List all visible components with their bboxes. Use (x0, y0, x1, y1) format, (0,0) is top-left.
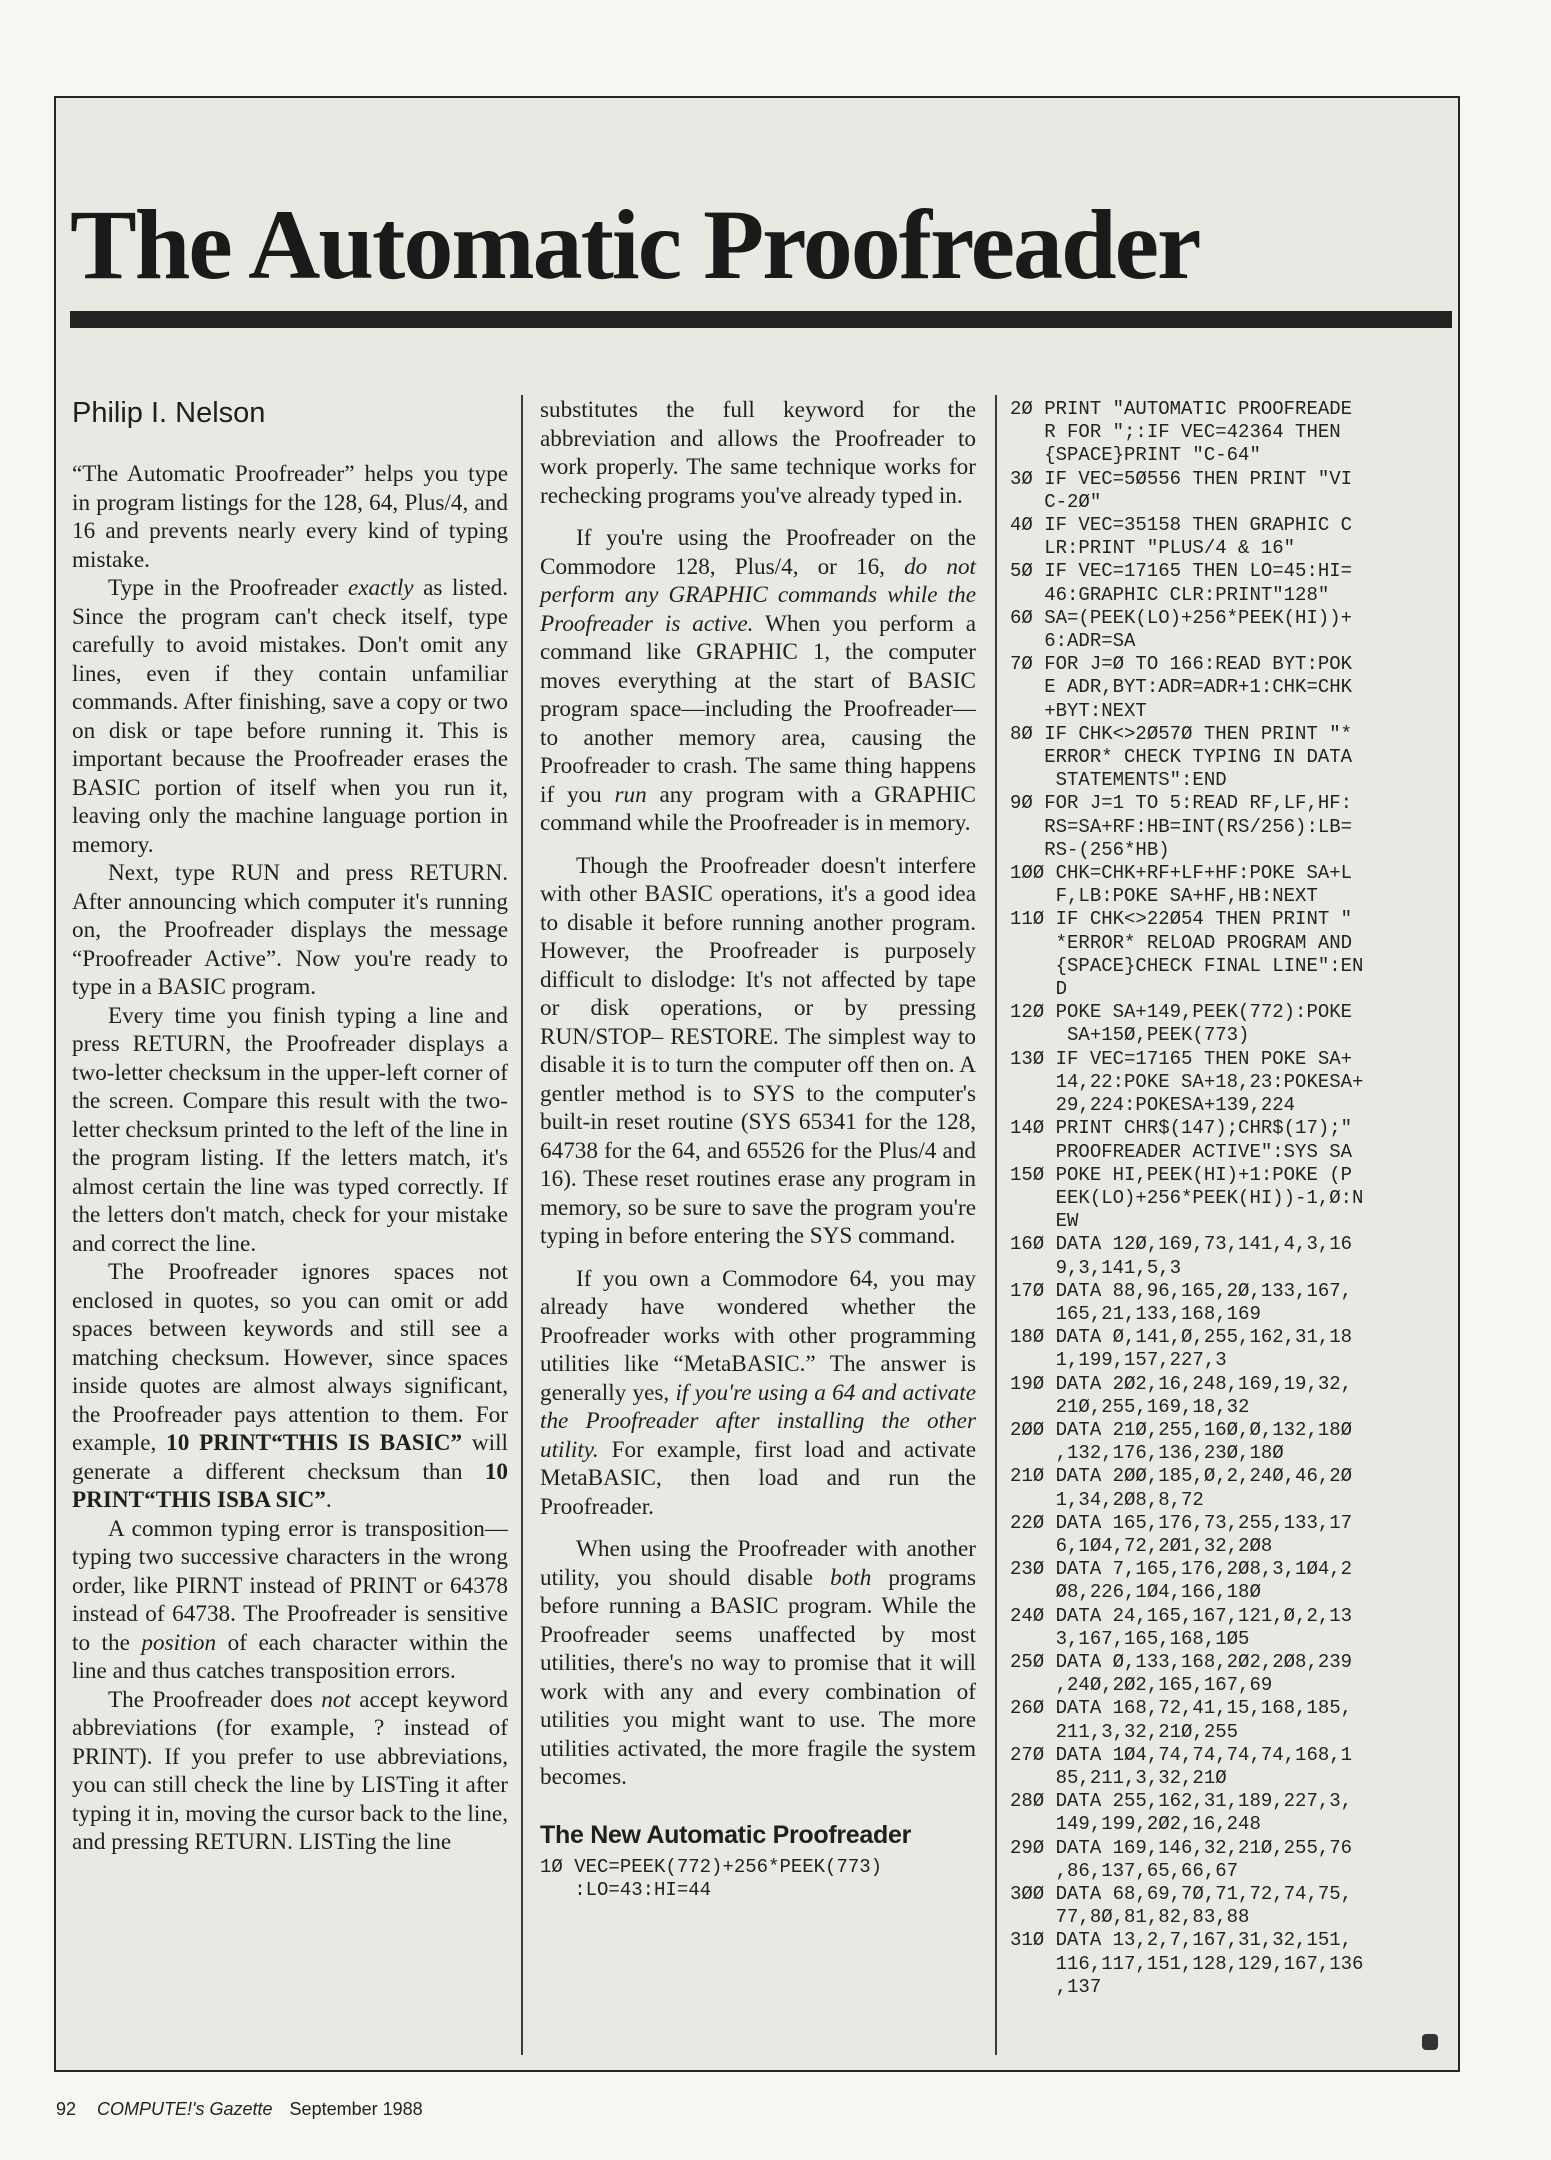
title-rule (70, 311, 1452, 328)
paragraph: If you own a Commodore 64, you may already have wondered whether the Proofreader works with other programming utilities like “MetaBASIC.” The answer is generally yes, if you're using a 64 and activate the Proofreader after installing the other utility. For example, first load and activate MetaBASIC, then load and run the Proofreader. (540, 1265, 976, 1520)
paragraph: Type in the Proofreader exactly as listed. Since the program can't check itself, type carefully to avoid mistakes. Don't omit any lines, even if they contain unfamiliar commands. After finishing, save a copy or two on disk or tape before running it. This is important because the Proofreader erases the BASIC portion of itself when you run it, leaving only the machine language portion in memory. (72, 575, 508, 858)
paragraph: Though the Proofreader doesn't interfere with other BASIC operations, it's a good idea to disable it before running another program. However, the Proofreader is purposely difficult to dislodge: It's not affected by tape or disk operations, or by pressing RUN/STOP– RESTORE. The simplest way to disable it is to turn the computer off then on. A gentler method is to SYS to the computer's built-in reset routine (SYS 65341 for the 128, 64738 for the 64, and 65526 for the Plus/4 and 16). These reset routines erase any program in memory, so be sure to save the program you're typing in before entering the SYS command. (540, 852, 976, 1249)
issue-date: September 1988 (289, 2099, 423, 2119)
page-footer (56, 2098, 423, 2120)
column-2 (540, 396, 976, 1902)
paragraph: “The Automatic Proofreader” helps you type in program listings for the 128, 64, Plus/4, and 16 and prevents nearly every kind of typing mistake. (72, 461, 508, 573)
code-listing: 2Ø PRINT "AUTOMATIC PROOFREADE R FOR ";:IF VEC=42364 THEN {SPACE}PRINT "C-64" 3Ø IF VEC=5Ø556 THEN PRINT "VI C-2Ø" 4Ø IF VEC=35158 THEN GRAPHIC C LR:PRINT "PLUS/4 & 16" 5Ø IF VEC=17165 THEN LO=45:HI= 46:GRAPHIC CLR:PRINT"128" 6Ø SA=(PEEK(LO)+256*PEEK(HI))+ 6:ADR=SA 7Ø FOR J=Ø TO 166:READ BYT:POK E ADR,BYT:ADR=ADR+1:CHK=CHK +BYT:NEXT 8Ø IF CHK<>2Ø57Ø THEN PRINT "* ERROR* CHECK TYPING IN DATA STATEMENTS":END 9Ø FOR J=1 TO 5:READ RF,LF,HF: RS=SA+RF:HB=INT(RS/256):LB= RS-(256*HB) 1ØØ CHK=CHK+RF+LF+HF:POKE SA+L F,LB:POKE SA+HF,HB:NEXT 11Ø IF CHK<>22Ø54 THEN PRINT " *ERROR* RELOAD PROGRAM AND {SPACE}CHECK FINAL LINE":EN D 12Ø POKE SA+149,PEEK(772):POKE SA+15Ø,PEEK(773) 13Ø IF VEC=17165 THEN POKE SA+ 14,22:POKE SA+18,23:POKESA+ 29,224:POKESA+139,224 14Ø PRINT CHR$(147);CHR$(17);" PROOFREADER ACTIVE":SYS SA 15Ø POKE HI,PEEK(HI)+1:POKE (P EEK(LO)+256*PEEK(HI))-1,Ø:N EW 16Ø DATA 12Ø,169,73,141,4,3,16 9,3,141,5,3 17Ø DATA 88,96,165,2Ø,133,167, 165,21,133,168,169 18Ø DATA Ø,141,Ø,255,162,31,18 1,199,157,227,3 19Ø DATA 2Ø2,16,248,169,19,32, 21Ø,255,169,18,32 2ØØ DATA 21Ø,255,16Ø,Ø,132,18Ø ,132,176,136,23Ø,18Ø 21Ø DATA 2ØØ,185,Ø,2,24Ø,46,2Ø 1,34,2Ø8,8,72 22Ø DATA 165,176,73,255,133,17 6,1Ø4,72,2Ø1,32,2Ø8 23Ø DATA 7,165,176,2Ø8,3,1Ø4,2 Ø8,226,1Ø4,166,18Ø 24Ø DATA 24,165,167,121,Ø,2,13 3,167,165,168,1Ø5 25Ø DATA Ø,133,168,2Ø2,2Ø8,239 ,24Ø,2Ø2,165,167,69 26Ø DATA 168,72,41,15,168,185, 211,3,32,21Ø,255 27Ø DATA 1Ø4,74,74,74,74,168,1 85,211,3,32,21Ø 28Ø DATA 255,162,31,189,227,3, 149,199,2Ø2,16,248 29Ø DATA 169,146,32,21Ø,255,76 ,86,137,65,66,67 3ØØ DATA 68,69,7Ø,71,72,74,75, 77,8Ø,81,82,83,88 31Ø DATA 13,2,7,167,31,32,151, 116,117,151,128,129,167,136 ,137 (1010, 398, 1364, 1998)
column-divider (521, 395, 523, 2055)
author-byline: Philip I. Nelson (72, 397, 266, 429)
end-of-article-icon (1422, 2034, 1438, 2050)
paragraph: substitutes the full keyword for the abbreviation and allows the Proofreader to work properly. The same technique works for rechecking programs you've already typed in. (540, 397, 976, 509)
paragraph: Next, type RUN and press RETURN. After announcing which computer it's running on, the Proofreader displays the message “Proofreader Active”. Now you're ready to type in a BASIC program. (72, 860, 508, 1000)
section-heading: The New Automatic Proofreader (540, 1820, 912, 1849)
magazine-name: COMPUTE!'s Gazette (97, 2099, 273, 2119)
paragraph: When using the Proofreader with another utility, you should disable both programs before running a BASIC program. While the Proofreader seems unaffected by most utilities, there's no way to promise that it will work with any and every combination of utilities you might want to use. The more utilities activated, the more fragile the system becomes. (540, 1536, 976, 1790)
paragraph: Every time you finish typing a line and press RETURN, the Proofreader displays a two-letter checksum in the upper-left corner of the screen. Compare this result with the two-letter checksum printed to the left of the line in the program listing. If the letters match, it's almost certain the line was typed correctly. If the letters don't match, check for your mistake and correct the line. (72, 1002, 508, 1257)
paragraph: A common typing error is transposition—typing two successive characters in the wrong order, like PIRNT instead of PRINT or 64378 instead of 64738. The Proofreader is sensitive to the position of each character within the line and thus catches transposition errors. (72, 1515, 508, 1684)
code-listing: 1Ø VEC=PEEK(772)+256*PEEK(773) :LO=43:HI=44 (540, 1855, 883, 1901)
page-title: The Automatic Proofreader (70, 189, 1200, 300)
column-divider (995, 395, 997, 2055)
paragraph: The Proofreader does not accept keyword abbreviations (for example, ? instead of PRINT). If you prefer to use abbreviations, you can still check the line by LISTing it after typing it in, moving the cursor back to the line, and pressing RETURN. LISTing the line (72, 1686, 508, 1855)
column-1 (72, 396, 508, 1857)
paragraph: If you're using the Proofreader on the Commodore 128, Plus/4, or 16, do not perform any GRAPHIC commands while the Proofreader is active. When you perform a command like GRAPHIC 1, the computer moves everything at the start of BASIC program space—including the Proofreader—to another memory area, causing the Proofreader to crash. The same thing happens if you run any program with a GRAPHIC command while the Proofreader is in memory. (540, 525, 976, 836)
paragraph: The Proofreader ignores spaces not enclosed in quotes, so you can omit or add spaces between keywords and still see a matching checksum. However, since spaces inside quotes are almost always significant, the Proofreader pays attention to them. For example, 10 PRINT“THIS IS BASIC” will generate a different checksum than 10 PRINT“THIS ISBA SIC”. (72, 1259, 508, 1513)
page-number: 92 (56, 2099, 77, 2119)
